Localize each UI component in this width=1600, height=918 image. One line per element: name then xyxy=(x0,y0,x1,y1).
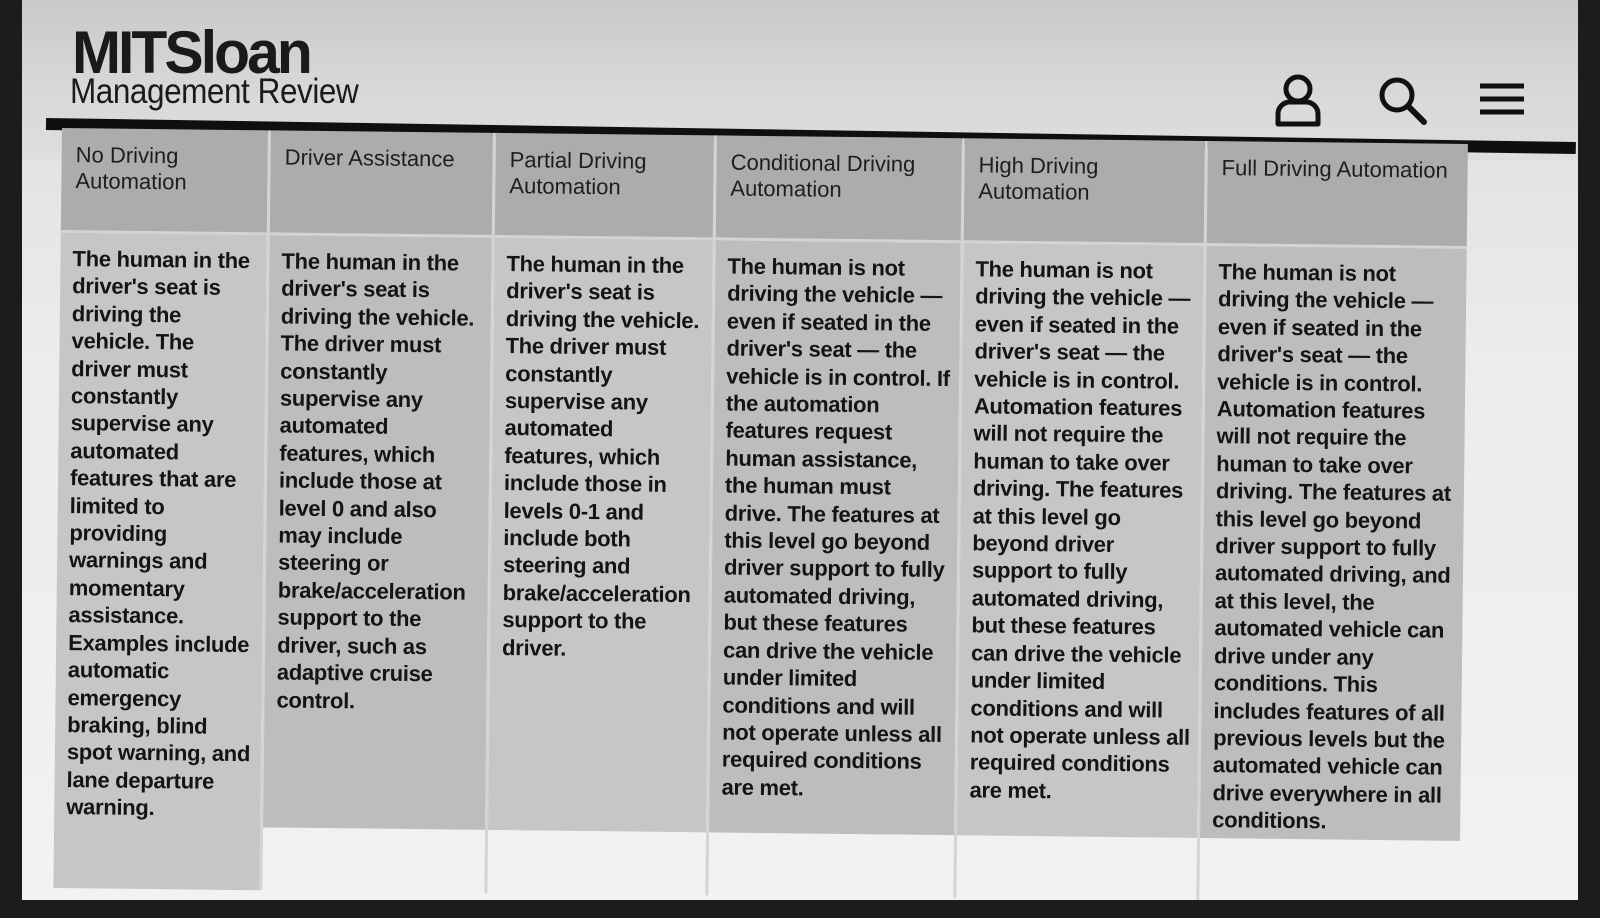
column-description: The human in the driver's seat is driving the vehicle. The driver must constantly supervise any automated features that are limited to providing warnings and momentary assistance. Examples include automatic emergency braking, blind spot warning, and lane departure warning. xyxy=(53,233,266,890)
column-description: The human is not driving the vehicle — even if seated in the driver's seat — the vehicle is in control. Automation features will not require the human to take over driving. The features at this level go beyond driver support to fully automated driving, but these features can drive the vehicle under limited conditions and will not operate unless all required conditions are met. xyxy=(957,243,1204,838)
automation-levels-table xyxy=(53,128,1492,900)
column-description: The human in the driver's seat is driving the vehicle. The driver must constantly supervise any automated features, which include those in levels 0-1 and include both steering and brake/acceleration support to the driver. xyxy=(488,238,713,832)
column-heading: Driver Assistance xyxy=(270,130,493,238)
menu-icon[interactable] xyxy=(1474,72,1530,128)
table-column xyxy=(484,133,714,895)
table-column xyxy=(953,138,1205,900)
table-column xyxy=(1196,141,1468,900)
search-icon[interactable] xyxy=(1374,72,1430,128)
table-column xyxy=(705,135,962,898)
brand-subtitle: Management Review xyxy=(70,72,359,111)
magazine-page xyxy=(22,0,1578,900)
table-column xyxy=(259,130,493,893)
column-heading: High Driving Automation xyxy=(964,138,1205,246)
column-heading: No Driving Automation xyxy=(61,128,268,235)
column-heading: Partial Driving Automation xyxy=(495,133,714,240)
brand-logo[interactable]: MITSloan xyxy=(72,19,310,86)
column-heading: Full Driving Automation xyxy=(1207,141,1468,249)
column-description: The human is not driving the vehicle — even if seated in the driver's seat — the vehicle is in control. If the automation features request human assistance, the human must drive. The features at this level go beyond driver support to fully automated driving, but these features can drive the vehicle under limited conditions and will not operate unless all required conditions are met. xyxy=(709,240,961,835)
table-column xyxy=(53,128,268,890)
column-heading: Conditional Driving Automation xyxy=(716,135,962,243)
user-icon[interactable] xyxy=(1270,72,1326,128)
column-description: The human in the driver's seat is driving the vehicle. The driver must constantly supervise any automated features, which include those at level 0 and also may include steering or brake/acceleration support to the driver, such as adaptive cruise control. xyxy=(263,235,492,829)
column-description: The human is not driving the vehicle — even if seated in the driver's seat — the vehicle is in control. Automation features will not require the human to take over driving. The features at this level go beyond driver support to fully automated driving, and at this level, the automated vehicle can drive under any conditions. This includes features of all previous levels but the automated vehicle can drive everywhere in all conditions. xyxy=(1200,246,1467,841)
